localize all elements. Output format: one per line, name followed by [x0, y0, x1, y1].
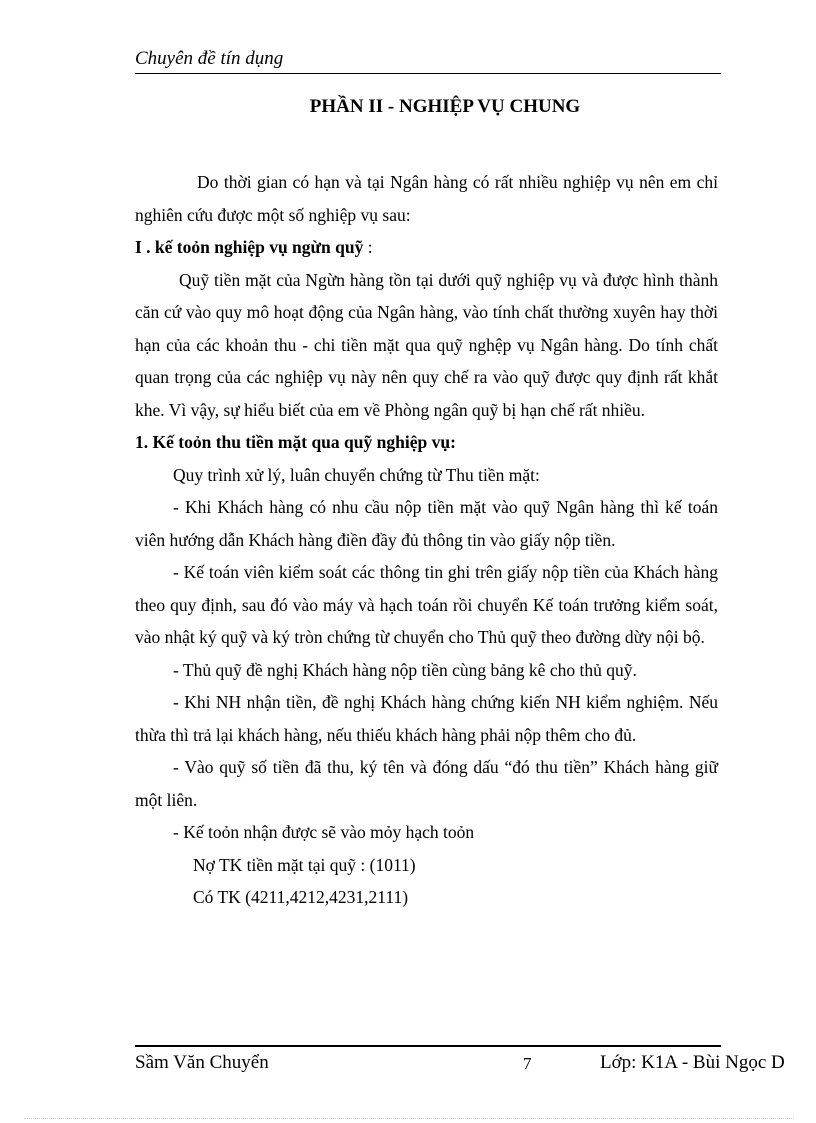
page-bottom-dotted-rule	[24, 1118, 794, 1119]
step-2-paragraph: - Kế toán viên kiểm soát các thông tin ghi trên giấy nộp tiền của Khách hàng theo quy định, sau đó vào máy và hạch toán rồi chuyển Kế toán trưởng kiểm soát, vào nhật ký quỹ và ký tròn chứng từ chuyển cho Thủ quỹ theo đường dừy nội bộ.	[135, 562, 718, 647]
page-number: 7	[523, 1054, 532, 1073]
footer-class-info: Lớp: K1A - Bùi Ngọc D	[600, 1052, 785, 1073]
running-header-title: Chuyên đề tín dụng	[135, 48, 284, 69]
step-3-paragraph: - Thủ quỹ đề nghị Khách hàng nộp tiền cùng bảng kê cho thủ quỹ.	[173, 659, 637, 680]
heading-ke-toan-ngan-quy-text: I . kế toỏn nghiệp vụ ngừn quỹ	[135, 237, 364, 257]
step-1-paragraph: - Khi Khách hàng có nhu cầu nộp tiền mặt vào quỹ Ngân hàng thì kế toán viên hướng dẫn Khách hàng điền đầy đủ thông tin vào giấy nộp tiền.	[135, 497, 718, 550]
footer-divider	[135, 1045, 721, 1047]
heading-ke-toan-ngan-quy	[135, 231, 718, 264]
accounting-entry-debit: Nợ TK tiền mặt tại quỹ : (1011)	[193, 854, 416, 875]
header-divider	[135, 73, 721, 74]
section-title: PHẦN II - NGHIỆP VỤ CHUNG	[309, 96, 581, 117]
step-6-paragraph: - Kế toỏn nhận được sẽ vào mỏy hạch toỏn	[173, 822, 475, 842]
step-5-paragraph: - Vào quỹ số tiền đã thu, ký tên và đóng dấu “đó thu tiền” Khách hàng giữ một liên.	[135, 757, 718, 810]
footer-author: Sầm Văn Chuyển	[135, 1052, 269, 1073]
body-content	[135, 166, 718, 914]
quy-tien-mat-paragraph: Quỹ tiền mặt của Ngừn hàng tồn tại dưới quỹ nghiệp vụ và được hình thành căn cứ vào quy mô hoạt động của Ngân hàng, vào tính chất thường xuyên hay thời hạn của các khoản thu - chi tiền mặt qua quỹ nghệp vụ Ngân hàng. Do tính chất quan trọng của các nghiệp vụ này nên quy chế ra vào quỹ được quy định rất khắt khe. Vì vậy, sự hiểu biết của em về Phòng ngân quỹ bị hạn chế rất nhiều.	[135, 269, 718, 420]
heading-thu-tien-mat: 1. Kế toỏn thu tiền mặt qua quỹ nghiệp vụ:	[135, 432, 456, 452]
step-4-paragraph: - Khi NH nhận tiền, đề nghị Khách hàng chứng kiến NH kiểm nghiệm. Nếu thừa thì trả lại khách hàng, nếu thiếu khách hàng phải nộp thêm cho đủ.	[135, 692, 718, 745]
accounting-entry-credit: Có TK (4211,4212,4231,2111)	[193, 887, 409, 907]
heading-ke-toan-ngan-quy-colon: :	[363, 237, 373, 257]
quy-trinh-paragraph: Quy trình xử lý, luân chuyển chứng từ Thu tiền mặt:	[173, 464, 540, 485]
intro-paragraph: Do thời gian có hạn và tại Ngân hàng có rất nhiều nghiệp vụ nên em chỉ nghiên cứu được một số nghiệp vụ sau:	[135, 172, 718, 225]
